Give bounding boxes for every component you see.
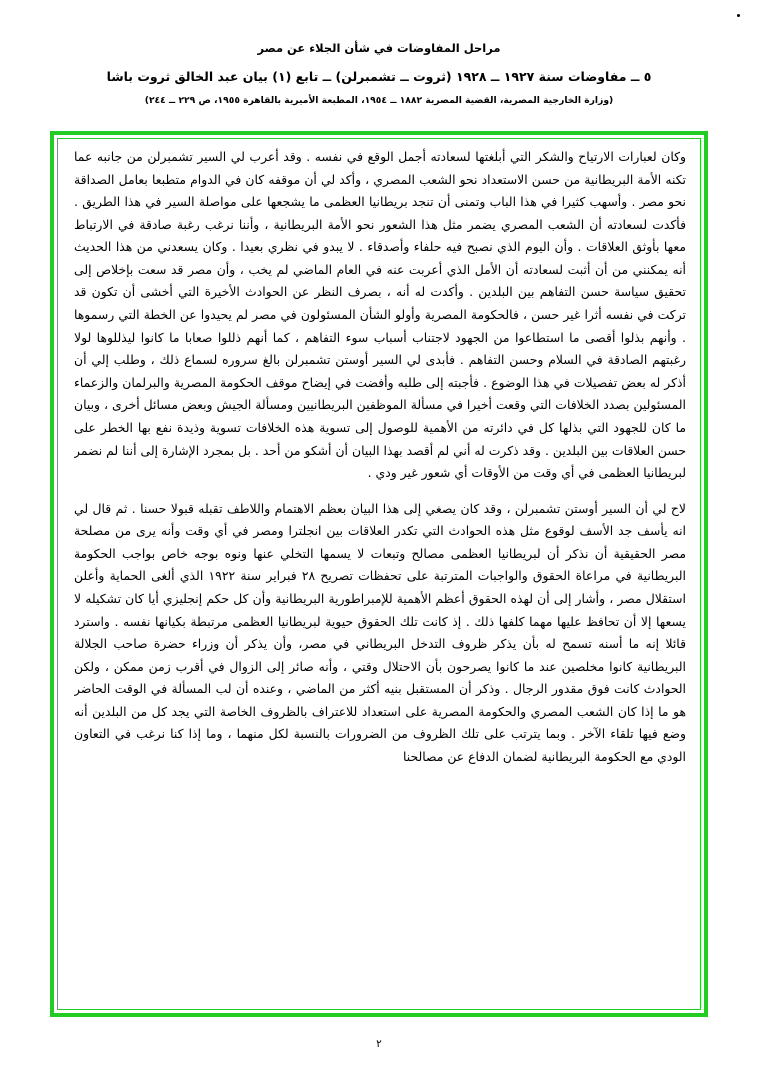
document-header: [0, 0, 758, 108]
paragraph-2: لاح لي أن السير أوستن تشمبرلن ، وقد كان يصغي إلى هذا البيان بعظم الاهتمام واللاطف تقبله قبولا حسنا . ثم قال لي انه يأسف جد الأسف لوقوع مثل هذه الحوادث التي تكدر العلاقات بين انجلترا ومصر في أي وقت وأنه يرى من مصلحة مصر الحقيقية أن نذكر أن لبريطانيا العظمى مصالح وتبعات لا يسمها التخلي عنها ونوه بوجه خاص بواجب الحكومة البريطانية في مراعاة الحقوق والواجبات المترتبة على تحفظات تصريح ٢٨ فبراير سنة ١٩٢٢ الذي ألغى الحماية وأعلن استقلال مصر ، وأشار إلى أن لهذه الحقوق أعظم الأهمية للإمبراطورية البريطانية وأن كل حكم إنجليزي أيا كان تشكيله لا يسعها إلا أن تحافظ عليها مهما كلفها ذلك . إذ كانت تلك الحقوق حيوية لبريطانيا العظمى مرتبطة بكيانها نفسه . واسترد قائلا إنه ما أسنه تسمح له بأن يذكر ظروف التدخل البريطاني في مصر، وأن يذكر أن وزراء حضرة صاحب الجلالة البريطانية كانوا مخلصين عند ما كانوا يصرحون بأن الاحتلال وقتي ، وأنه صائر إلى الزوال في أقرب زمن ممكن ، ولكن الحوادث كانت فوق مقدور الرجال . وذكر أن المستقبل بنيه أكثر من الماضي ، وعنده أن لب المسألة في الوقت الحاضر هو ما إذا كان الشعب المصري والحكومة المصرية على استعداد للاعتراف بالظروف الخاصة التي يجد كل من البلدين أنه وضع فيها تلقاء الآخر . وبما يترتب على تلك الظروف من الضرورات بالنسبة لكل منهما ، وما إذا كنا نرغب في التعاون الودي مع الحكومة البريطانية لضمان الدفاع عن مصالحنا: [74, 500, 686, 765]
paragraph-1: وكان لعبارات الارتياح والشكر التي أبلغتها لسعادته أجمل الوقع في نفسه . وقد أعرب لي السير تشمبرلن من جانبه عما تكنه الأمة البريطانية من حسن الاستعداد نحو الشعب المصري ، وأكد لي أن موقفه كان في الدوام متطبعا بعامل الصداقة نحو مصر . وأسهب كثيرا في هذا الباب وتمنى أن تنجد بريطانيا العظمى ما يشجعها على مواصلة السير في هذا الطريق . فأكدت لسعادته أن الشعب المصري يضمر مثل هذا الشعور نحو الأمة البريطانية ، وأننا نرغب رغبة صادقة في الارتباط معها بأوثق العلاقات . وأن اليوم الذي نصبح فيه حلفاء وأصدقاء . لا يبدو في نظري بعيدا . وكان يسعدني من هذا الحديث أنه يمكنني من أن أثبت لسعادته أن الأمل الذي أعربت عنه في العام الماضي لم يخب ، وأن مصر قد سعت بإخلاص إلى تحقيق سياسة حسن التفاهم بين البلدين . وأكدت له أنه ، بصرف النظر عن الحوادث الأخيرة التي أخشى أن تكون قد تركت في نفسه أثرا غير حسن ، فالحكومة المصرية وأولو الشأن المسئولون في مصر لم يحيدوا عن الخطة التي رسموها . وأنهم بذلوا أقصى ما استطاعوا من الجهود لاجتناب أسباب سوء التفاهم ، كما أنهم ذللوا صعابا ما كانوا ليذللوها لولا رغبتهم الصادقة في السلام وحسن التفاهم . فأبدى لي السير أوستن تشمبرلن بالغ سروره لسماع ذلك ، وطلب إلي أن أذكر له بعض تفصيلات في هذا الوضوع . فأجبته إلى طلبه وأفضت في إيضاح موقف الحكومة المصرية والبرلمان والزعماء المسئولين بصدد الخلافات التي وقعت أخيرا في مسألة الموظفين البريطانيين ومسألة الجيش وبعض مسائل أخرى ، وبيان ما كان للجهود التي بذلها كل في دائرته من الأهمية للوصول إلى تسوية هذه الخلافات تسوية وذيدة نفع بها الخطر على حسن العلاقات بين البلدين . وقد ذكرت له أني لم أقصد بهذا البيان أن أشكو من أحد . بل بمجرد الإشارة إلى أننا لم نضمر لبريطانيا العظمى في أي وقت من الأوقات أي شعور غير ودي .: [74, 149, 686, 481]
page-number: ٢: [376, 1038, 382, 1050]
document-subtitle: ٥ ــ مفاوضات سنة ١٩٢٧ ــ ١٩٢٨ (ثروت ــ تشمبرلن) ــ تابع (١) بيان عبد الخالق ثروت باشا: [106, 69, 652, 85]
document-source-citation: (وزارة الخارجية المصرية، القضية المصرية ١٨٨٢ ــ ١٩٥٤، المطبعة الأميرية بالقاهرة ١٩٥٥، ص ٢٢٩ ــ ٢٤٤): [144, 95, 614, 106]
page-title: مراحل المفاوضات في شأن الجلاء عن مصر: [257, 41, 501, 55]
document-body: [74, 146, 686, 1006]
corner-dot: [737, 14, 740, 17]
